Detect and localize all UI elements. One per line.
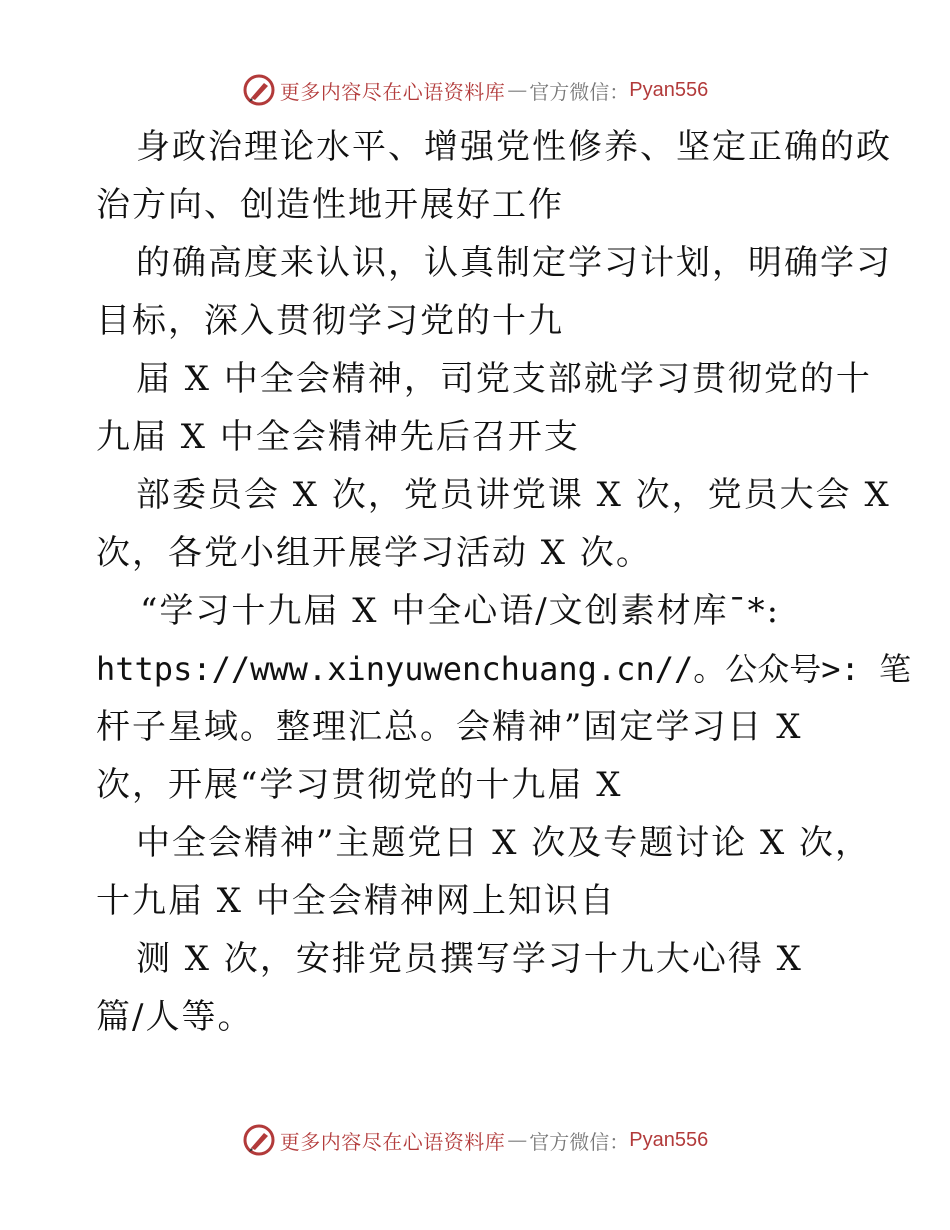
banner-wechat-id: Pyan556: [629, 78, 709, 101]
banner-separator: —: [507, 78, 528, 102]
banner-wechat-id: Pyan556: [629, 1128, 709, 1151]
body-line: 十九届 X 中全会精神网上知识自: [96, 881, 616, 921]
banner-separator: —: [507, 1128, 528, 1152]
footer-banner: [0, 1120, 950, 1160]
banner-main-text: 更多内容尽在心语资料库: [279, 1129, 506, 1154]
body-line: 治方向、创造性地开展好工作: [96, 185, 564, 225]
body-line: 届 X 中全会精神，司党支部就学习贯彻党的十: [136, 359, 872, 399]
body-line: 九届 X 中全会精神先后召开支: [96, 417, 580, 457]
body-line: 次，开展“学习贯彻党的十九届 X: [96, 765, 623, 805]
body-line: 篇/人等。: [96, 997, 254, 1037]
banner-main-text: 更多内容尽在心语资料库: [279, 79, 506, 104]
body-line: 身政治理论水平、增强党性修养、坚定正确的政: [136, 127, 892, 167]
body-line: 目标，深入贯彻学习党的十九: [96, 301, 564, 341]
document-body: [96, 118, 912, 1046]
body-line: 中全会精神”主题党日 X 次及专题讨论 X 次，: [136, 823, 872, 863]
banner-official-label: 官方微信：: [529, 1129, 630, 1154]
body-line: 测 X 次，安排党员撰写学习十九大心得 X: [136, 939, 803, 979]
header-banner: [0, 70, 950, 110]
banner-official-label: 官方微信：: [529, 79, 630, 104]
body-line: “学习十九届 X 中全心语/文创素材库¯*:: [140, 591, 781, 631]
body-line: 杆子星域。整理汇总。会精神”固定学习日 X: [96, 707, 803, 747]
body-line-url: https://www.xinyuwenchuang.cn//。公众号>: 笔: [96, 650, 912, 688]
body-line: 次，各党小组开展学习活动 X 次。: [96, 533, 652, 573]
body-line: 部委员会 X 次，党员讲党课 X 次，党员大会 X: [136, 475, 891, 515]
pen-logo-icon: [242, 73, 276, 107]
body-line: 的确高度来认识，认真制定学习计划，明确学习: [136, 243, 892, 283]
pen-logo-icon: [242, 1123, 276, 1157]
